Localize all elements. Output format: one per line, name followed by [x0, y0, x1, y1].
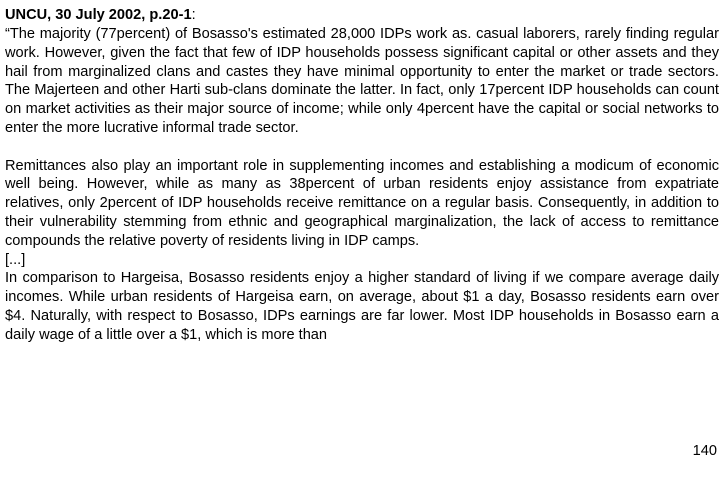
page-number: 140: [692, 443, 717, 459]
omission-marker: [...]: [5, 251, 26, 268]
paragraph-1: “The majority (77percent) of Bosasso's estimated 28,000 IDPs work as. casual laborers, rarely finding regular work. However, given the fact that few of IDP households possess significant capital or other assets and they hail from marginalized clans and castes they have minimal opportunity to enter the market or trade sectors. The Majerteen and other Harti sub-clans dominate the latter. In fact, only 17percent IDP households can count on market activities as their major source of income; while only 4percent have the capital or social networks to enter the more lucrative informal trade sector.: [5, 26, 719, 136]
source-citation: [5, 6, 719, 25]
paragraph-spacer: [5, 138, 719, 157]
source-colon: :: [191, 7, 196, 23]
source-label: UNCU, 30 July 2002, p.20-1: [5, 7, 192, 23]
paragraph-2: Remittances also play an important role in supplementing incomes and establishing a modicum of economic well being. However, while as many as 38percent of urban residents enjoy assistance from expatriate relatives, only 2percent of IDP households receive remittance on a regular basis. Consequently, in addition to their vulnerability stemming from ethnic and geographical marginalization, the lack of access to remittance compounds the relative poverty of residents living in IDP camps.: [5, 157, 719, 249]
document-page: [5, 0, 719, 345]
paragraph-3: In comparison to Hargeisa, Bosasso residents enjoy a higher standard of living if we compare average daily incomes. While urban residents of Hargeisa earn, on average, about $1 a day, Bosasso residents earn over $4. Naturally, with respect to Bosasso, IDPs earnings are far lower. Most IDP households in Bosasso earn a daily wage of a little over a $1, which is more than: [5, 270, 719, 343]
